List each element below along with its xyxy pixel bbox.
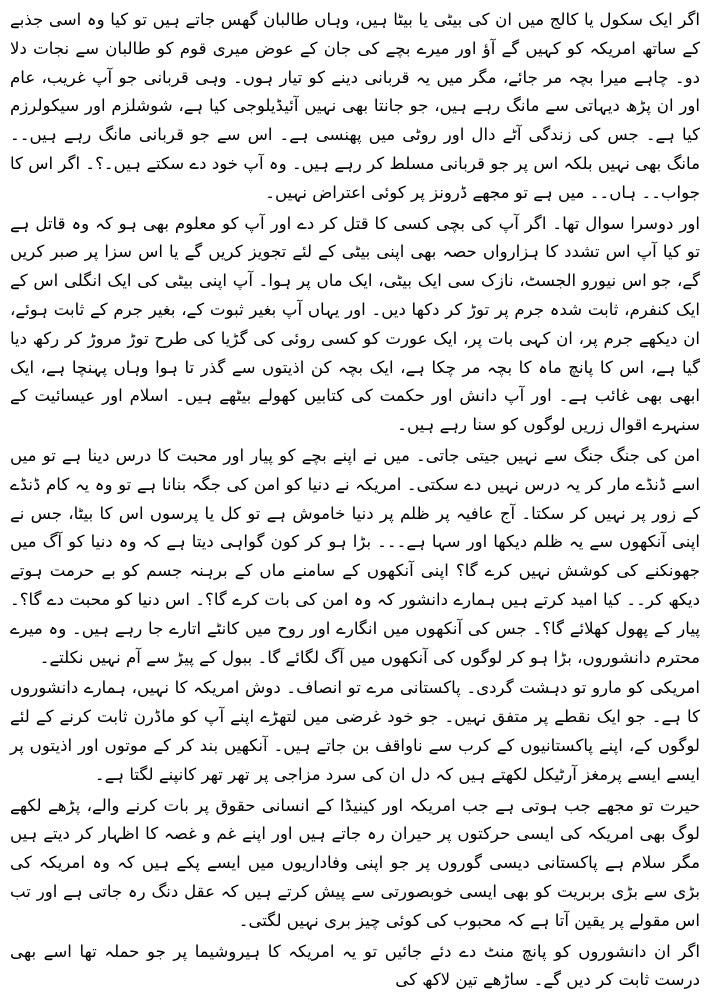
paragraph-3: امن کی جنگ جنگ سے نہیں جیتی جاتی۔ میں نے اپنے بچے کو پیار اور محبت کا درس دینا ہے تو میں اسے ڈنڈے مار کر یہ درس نہیں دے سکتی۔ امریکہ نے دنیا کو امن کی جگہ بنانا ہے تو وہ یہ کام ڈنڈے کے زور پر نہیں کر سکتا۔ آج عافیہ پر ظلم پر دنیا خاموش ہے تو کل یا پرسوں اس کا بیٹا، جس نے اپنی آنکھوں سے یہ ظلم دیکھا اور سہا ہے۔۔۔ بڑا ہو کر کون گواہی دیتا ہے کہ وہ دنیا کو آگ میں جھونکنے کی کوشش نہیں کرے گا؟ اپنی آنکھوں کے سامنے ماں کے برہنہ جسم کو بے حرمت ہوتے دیکھ کر۔۔ کیا امید کرتے ہیں ہمارے دانشور کہ وہ امن کی بات کرے گا؟۔ اس دنیا کو محبت دے گا؟۔ پیار کے پھول کھلائے گا؟۔ جس کی آنکھوں میں انگارے اور روح میں کانٹے اتارے جا رہے ہیں۔ وہ میرے محترم دانشوروں، بڑا ہو کر لوگوں کی آنکھوں میں آگ لگائے گا۔ ببول کے پیڑ سے آم نہیں نکلتے۔	[10, 445, 700, 667]
paragraph-5: حیرت تو مجھے جب ہوتی ہے جب امریکہ اور کینیڈا کے انسانی حقوق پر بات کرنے والے، پڑھے لکھے لوگ بھی امریکہ کی ایسی حرکتوں پر حیران رہ جاتے ہیں اور اپنے غم و غصہ کا اظہار کر دیتے ہیں مگر سلام ہے پاکستانی دیسی گوروں پر جو اپنی وفاداریوں میں ایسے پکے ہیں کہ وہ امریکہ کی بڑی سے بڑی بربریت کو بھی ایسی خوبصورتی سے پیش کرتے ہیں کہ عقل دنگ رہ جاتی ہے اور تب اس مقولے پر یقین آتا ہے کہ محبوب کی کوئی چیز بری نہیں لگتی۔	[10, 795, 700, 930]
paragraph-1: اگر ایک سکول یا کالج میں ان کی بیٹی یا بیٹا ہیں، وہاں طالبان گھس جاتے ہیں تو کیا وہ اسی جذبے کے ساتھ امریکہ کو کہیں گے آؤ اور میرے بچے کی جان کے عوض میری قوم کو طالبان سے نجات دلا دو۔ چاہے میرا بچہ مر جائے، مگر میں یہ قربانی دینے کو تیار ہوں۔ وہی قربانی جو آپ غریب، عام اور ان پڑھ دیہاتی سے مانگ رہے ہیں، جو جانتا بھی نہیں آئیڈیلوجی کیا ہے، شوشلزم اور سیکولرزم کیا ہے۔ جس کی زندگی آٹے دال اور روٹی میں پھنسی ہے۔ اس سے جو قربانی مانگ رہے ہیں۔۔ مانگ بھی نہیں بلکہ اس پر جو قربانی مسلط کر رہے ہیں۔ وہ آپ خود دے سکتے ہیں۔؟۔ اگر اس کا جواب۔۔ ہاں۔۔ میں ہے تو مجھے ڈرونز پر کوئی اعتراض نہیں۔	[10, 10, 700, 202]
paragraph-2: اور دوسرا سوال تھا۔ اگر آپ کی بچی کسی کا قتل کر دے اور آپ کو معلوم بھی ہو کہ وہ قاتل ہے تو کیا آپ اس تشدد کا ہزارواں حصہ بھی اپنی بیٹی کے لئے تجویز کریں گے یا اس سزا پر صبر کریں گے، جو اس نیورو الجسٹ، نازک سی ایک بیٹی، ایک ماں پر ہوا۔ آپ اپنی بیٹی کی ایک انگلی اس کے ایک کنفرم، ثابت شدہ جرم پر توڑ کر دکھا دیں۔ اور یہاں آپ بغیر ثبوت کے، بغیر جرم کے ثابت ہوئے، ان دیکھے جرم پر، ان کہی بات پر، ایک عورت کو کسی روئی کی گڑیا کی طرح توڑ مروڑ کر رکھ دیا گیا ہے، اس کا پانچ ماہ کا بچہ مر چکا ہے، ایک بچہ کن اذیتوں سے گذر تا ہوا وہاں پہنچا ہے، ایک ابھی بھی غائب ہے۔ اور آپ دانش اور حکمت کی کتابیں کھولے بیٹھے ہیں۔ اسلام اور عیسائیت کے سنہرے اقوال زریں لوگوں کو سنا رہے ہیں۔	[10, 213, 700, 435]
paragraph-4: امریکی کو مارو تو دہشت گردی۔ پاکستانی مرے تو انصاف۔ دوش امریکہ کا نہیں، ہمارے دانشوروں کا ہے۔ جو ایک نقطے پر متفق نہیں۔ جو خود غرضی میں لتھڑے اپنے آپ کو ماڈرن ثابت کرنے کے لئے لوگوں کے، اپنے پاکستانیوں کے کرب سے ناواقف بن جاتے ہیں۔ آنکھیں بند کر کے موتوں اور اذیتوں پر ایسے ایسے پرمغز آرٹیکل لکھتے ہیں کہ دل ان کی سرد مزاجی پر تھر تھر کانپنے لگتا ہے۔	[10, 678, 700, 784]
paragraph-6: اگر ان دانشوروں کو پانچ منٹ دے دئے جائیں تو یہ امریکہ کا ہیروشیما پر جو حملہ تھا اسے بھی درست ثابت کر دیں گے۔ ساڑھے تین لاکھ کی	[10, 941, 700, 990]
